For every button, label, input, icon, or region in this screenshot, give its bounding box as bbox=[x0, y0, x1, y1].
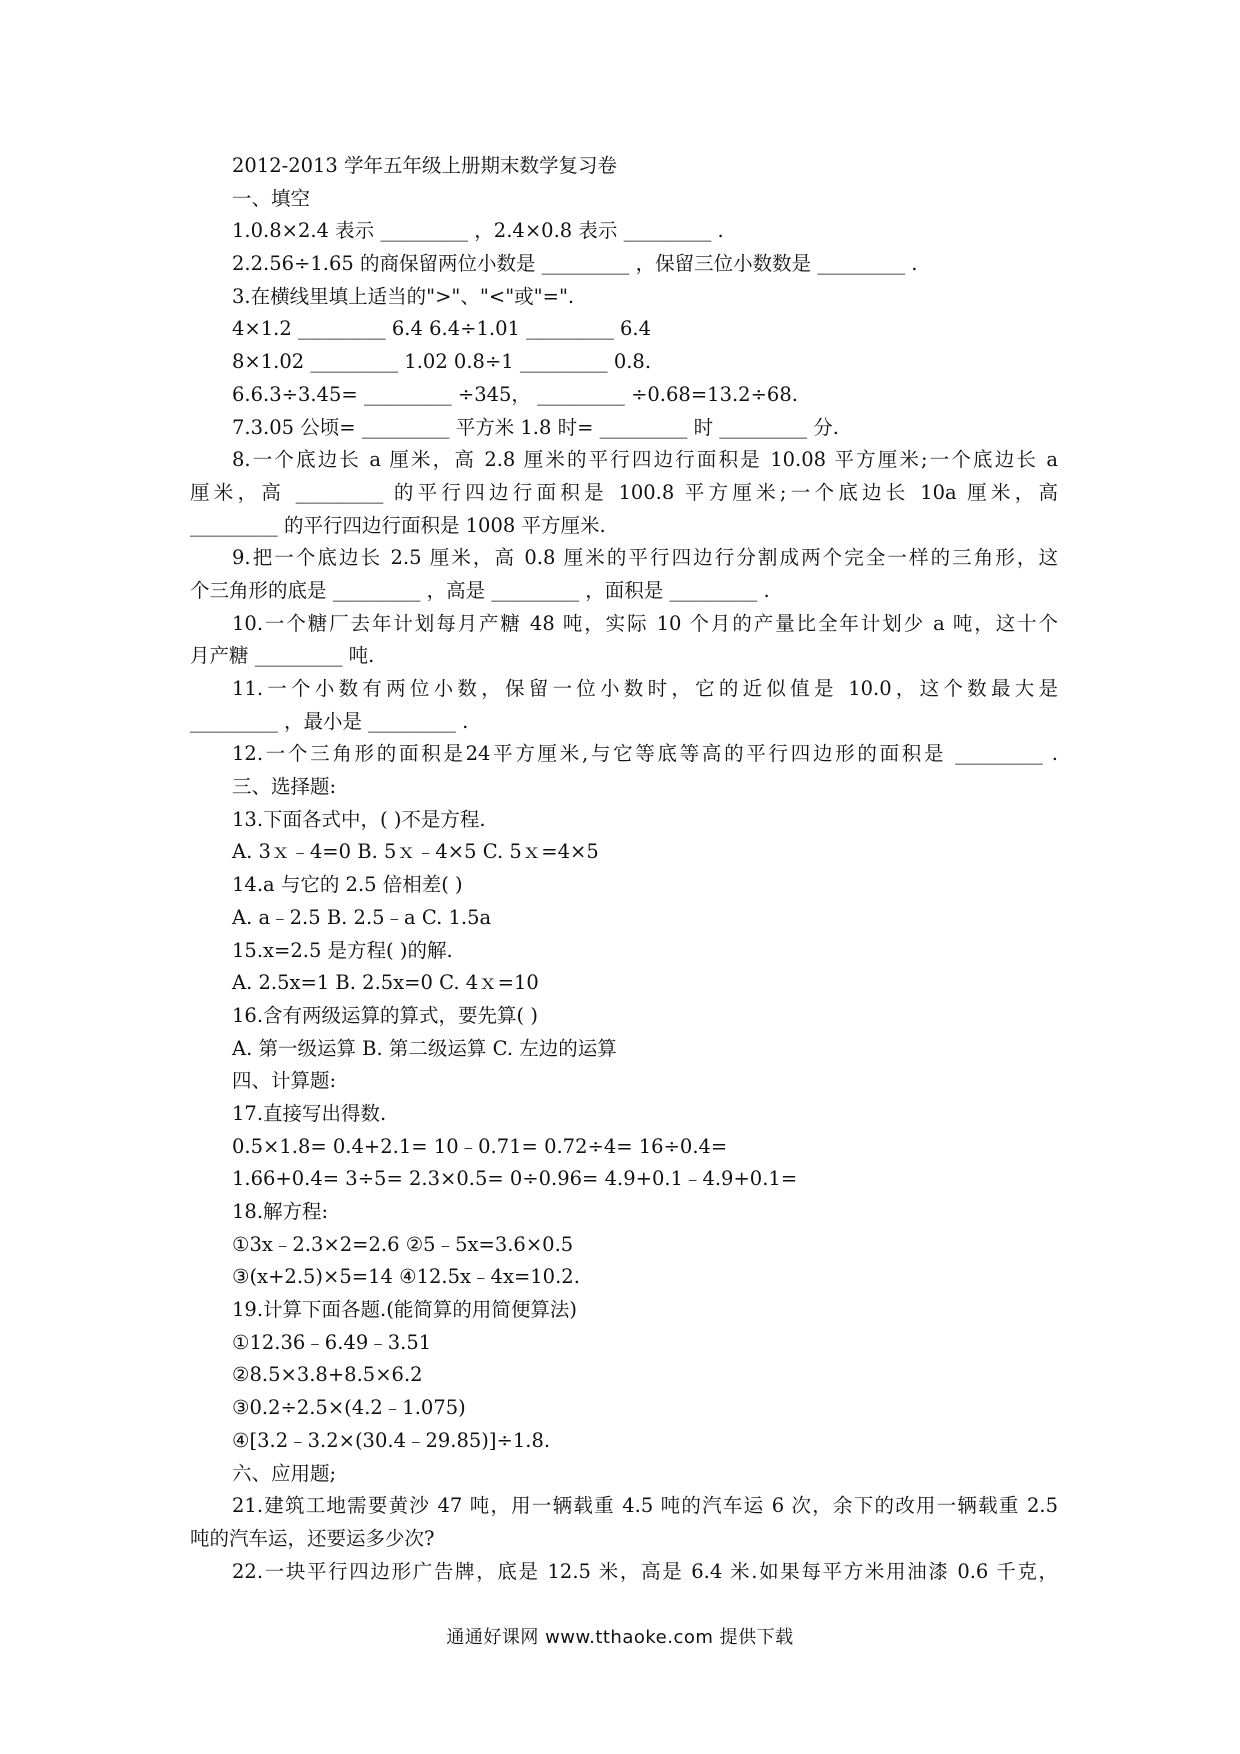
question-21-line-1: 21.建筑工地需要黄沙 47 吨，用一辆载重 4.5 吨的汽车运 6 次，余下的改用一辆载重 2.5 bbox=[232, 1494, 1058, 1518]
question-3-row-b: 8×1.02 _________ 1.02 0.8÷1 _________ 0.8. bbox=[232, 350, 652, 374]
question-15: 15.x=2.5 是方程( )的解. bbox=[232, 938, 453, 962]
question-10-line-1: 10.一个糖厂去年计划每月产糖 48 吨，实际 10 个月的产量比全年计划少 a 吨，这十个 bbox=[232, 611, 1058, 635]
question-8-line-1: 8.一个底边长 a 厘米，高 2.8 厘米的平行四边行面积是 10.08 平方厘米;一个底边长 a bbox=[232, 448, 1058, 472]
page-title: 2012-2013 学年五年级上册期末数学复习卷 bbox=[232, 154, 618, 177]
question-12: 12.一个三角形的面积是24平方厘米,与它等底等高的平行四边形的面积是 _________ . bbox=[232, 742, 1058, 766]
question-16-options: A. 第一级运算 B. 第二级运算 C. 左边的运算 bbox=[232, 1036, 617, 1060]
question-3: 3.在横线里填上适当的">"、"<"或"=". bbox=[232, 284, 575, 308]
question-9-line-2: 个三角形的底是 _________ ，高是 _________ ，面积是 _________ . bbox=[190, 578, 770, 602]
question-22-line-1: 22.一块平行四边形广告牌，底是 12.5 米，高是 6.4 米.如果每平方米用油漆 0.6 千克， bbox=[232, 1559, 1058, 1583]
question-18: 18.解方程: bbox=[232, 1200, 329, 1223]
question-17: 17.直接写出得数. bbox=[232, 1101, 387, 1125]
question-14: 14.a 与它的 2.5 倍相差( ) bbox=[232, 873, 463, 897]
question-8-line-3: _________ 的平行四边行面积是 1008 平方厘米. bbox=[190, 513, 606, 537]
page-footer: 通通好课网 www.tthaoke.com 提供下载 bbox=[446, 1627, 794, 1648]
section-fill-heading: 一、填空 bbox=[232, 186, 311, 210]
question-16: 16.含有两级运算的算式，要先算( ) bbox=[232, 1003, 538, 1027]
question-19-item-3: ③0.2÷2.5×(4.2﹣1.075) bbox=[232, 1396, 466, 1420]
question-2: 2.2.56÷1.65 的商保留两位小数是 _________ ，保留三位小数数是 _________ . bbox=[232, 252, 918, 276]
question-19: 19.计算下面各题.(能简算的用简便算法) bbox=[232, 1298, 577, 1322]
question-17-row-b: 1.66+0.4= 3÷5= 2.3×0.5= 0÷0.96= 4.9+0.1﹣4.9+0.1= bbox=[232, 1167, 798, 1191]
question-14-options: A. a﹣2.5 B. 2.5﹣a C. 1.5a bbox=[232, 905, 492, 929]
question-9-line-1: 9.把一个底边长 2.5 厘米，高 0.8 厘米的平行四边行分割成两个完全一样的三角形，这 bbox=[232, 546, 1058, 570]
exam-content bbox=[190, 150, 1058, 1588]
question-13: 13.下面各式中，( )不是方程. bbox=[232, 807, 486, 831]
question-11-line-1: 11.一个小数有两位小数，保留一位小数时，它的近似值是 10.0，这个数最大是 bbox=[232, 677, 1058, 700]
question-6: 6.6.3÷3.45= _________ ÷345， _________ ÷0.68=13.2÷68. bbox=[232, 382, 798, 406]
section-apply-heading: 六、应用题; bbox=[232, 1461, 337, 1485]
question-10-line-2: 月产糖 _________ 吨. bbox=[190, 644, 375, 668]
question-3-row-a: 4×1.2 _________ 6.4 6.4÷1.01 _________ 6.4 bbox=[232, 317, 652, 341]
question-17-row-a: 0.5×1.8= 0.4+2.1= 10﹣0.71= 0.72÷4= 16÷0.4= bbox=[232, 1134, 728, 1158]
question-15-options: A. 2.5x=1 B. 2.5x=0 C. 4ｘ=10 bbox=[232, 971, 539, 995]
question-19-item-1: ①12.36﹣6.49﹣3.51 bbox=[232, 1330, 432, 1354]
question-21-line-2: 吨的汽车运，还要运多少次? bbox=[190, 1526, 435, 1550]
question-7: 7.3.05 公顷= _________ 平方米 1.8 时= _________ 时 _________ 分. bbox=[232, 415, 839, 439]
question-18-row-a: ①3x﹣2.3×2=2.6 ②5﹣5x=3.6×0.5 bbox=[232, 1232, 574, 1256]
question-19-item-2: ②8.5×3.8+8.5×6.2 bbox=[232, 1363, 423, 1387]
question-11-line-2: _________ ，最小是 _________ . bbox=[190, 709, 469, 733]
question-13-options: A. 3ｘ﹣4=0 B. 5ｘ﹣4×5 C. 5ｘ=4×5 bbox=[232, 840, 599, 864]
section-choice-heading: 三、选择题: bbox=[232, 775, 337, 799]
question-18-row-b: ③(x+2.5)×5=14 ④12.5x﹣4x=10.2. bbox=[232, 1265, 580, 1289]
question-8-line-2: 厘米，高 _________ 的平行四边行面积是 100.8 平方厘米;一个底边长 10a 厘米，高 bbox=[190, 480, 1058, 504]
question-19-item-4: ④[3.2﹣3.2×(30.4﹣29.85)]÷1.8. bbox=[232, 1428, 551, 1452]
section-calc-heading: 四、计算题: bbox=[232, 1069, 337, 1093]
question-1: 1.0.8×2.4 表示 _________ ，2.4×0.8 表示 _________ . bbox=[232, 219, 724, 243]
